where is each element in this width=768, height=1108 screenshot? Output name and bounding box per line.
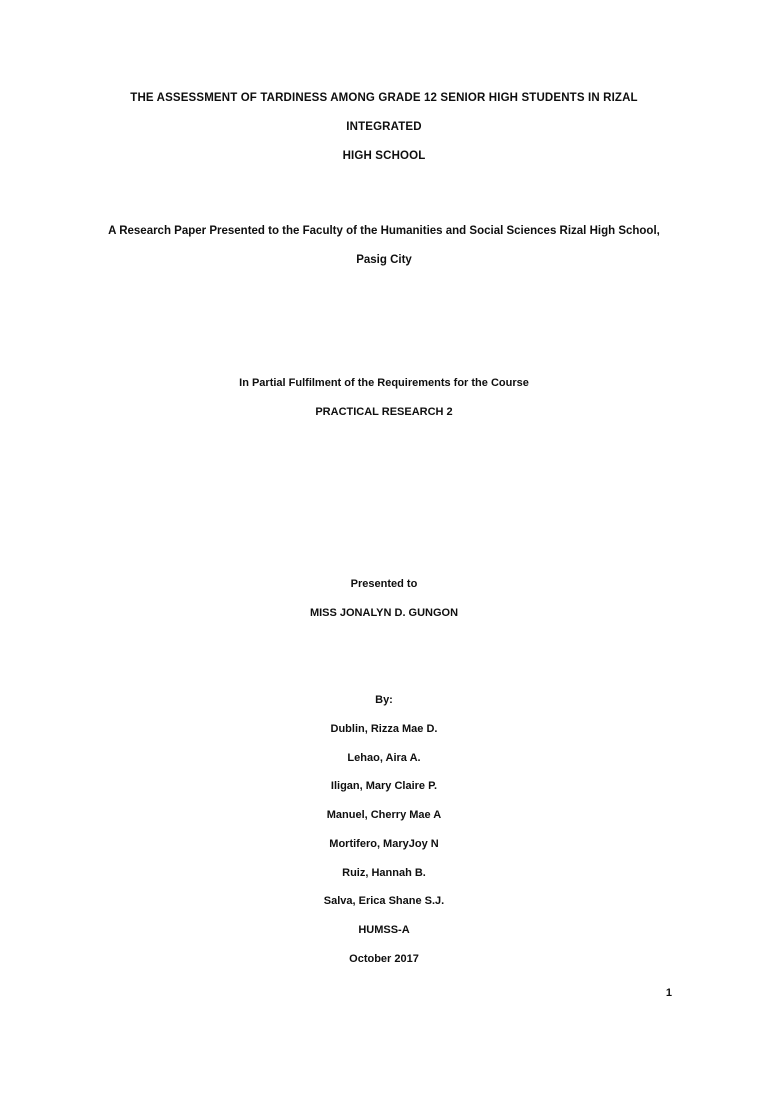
- document-date: October 2017: [349, 952, 419, 965]
- course-name: PRACTICAL RESEARCH 2: [315, 406, 453, 418]
- page-footer: [96, 983, 672, 1001]
- author-item: Lehao, Aira A.: [347, 751, 421, 764]
- document-title: [96, 84, 672, 171]
- author-item: Ruiz, Hannah B.: [342, 866, 426, 879]
- author-item: Iligan, Mary Claire P.: [330, 780, 438, 793]
- partial-fulfilment-line-1: In Partial Fulfilment of the Requirements for the Course: [239, 377, 529, 389]
- partial-fulfilment: [96, 369, 672, 427]
- authors-section: [96, 686, 672, 973]
- adviser-name: MISS JONALYN D. GUNGON: [309, 607, 459, 619]
- document-page: [0, 84, 768, 1108]
- page-number: 1: [665, 987, 672, 1000]
- presented-line-1: A Research Paper Presented to the Faculty of the Humanities and Social Sciences Rizal High School,: [108, 225, 660, 237]
- author-item: Manuel, Cherry Mae A: [326, 809, 442, 822]
- adviser-section: [96, 570, 672, 628]
- author-item: Dublin, Rizza Mae D.: [330, 723, 438, 735]
- author-item: Mortifero, MaryJoy N: [329, 837, 439, 850]
- presented-line-2: Pasig City: [356, 254, 412, 266]
- section-name: HUMSS-A: [358, 923, 410, 936]
- presented-to-faculty: [96, 217, 672, 275]
- author-item: Salva, Erica Shane S.J.: [323, 895, 445, 908]
- presented-to-label: Presented to: [350, 578, 418, 590]
- authors-label: By:: [375, 694, 393, 706]
- title-line-1: THE ASSESSMENT OF TARDINESS AMONG GRADE 12 SENIOR HIGH STUDENTS IN RIZAL INTEGRATED: [130, 92, 638, 133]
- title-line-2: HIGH SCHOOL: [342, 150, 426, 162]
